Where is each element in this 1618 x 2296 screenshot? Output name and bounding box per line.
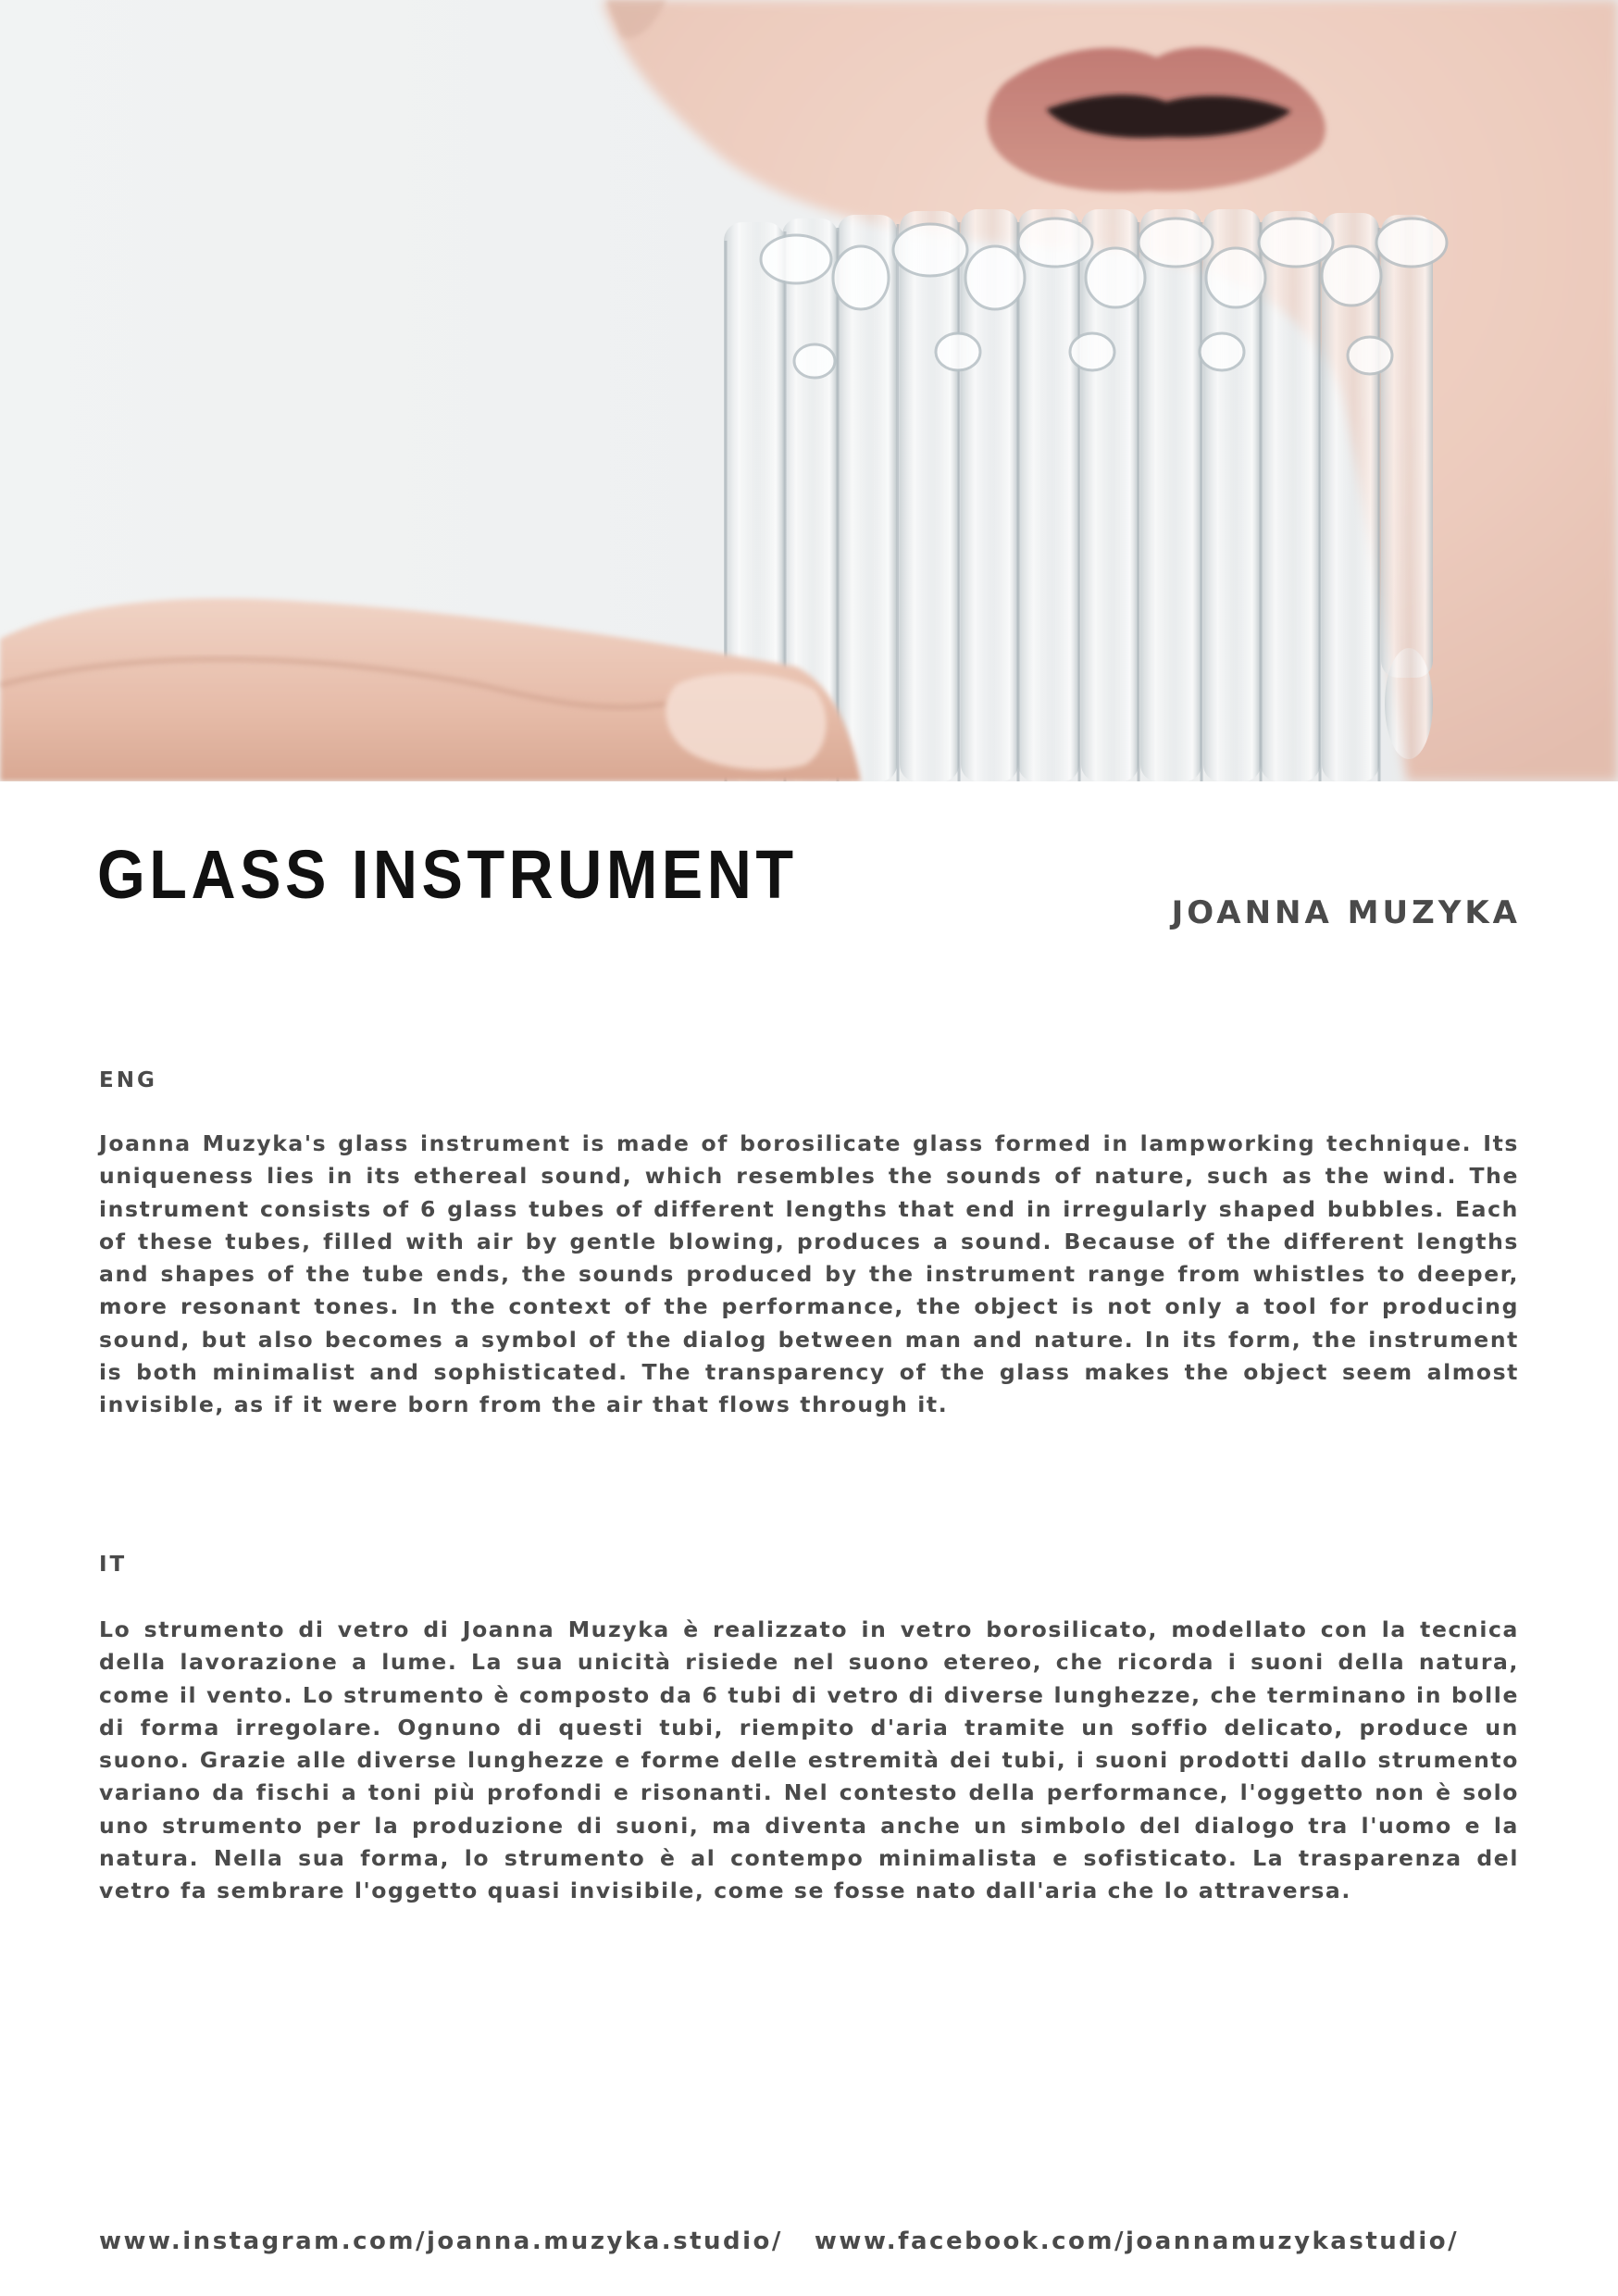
section-label-it: IT xyxy=(99,1553,128,1577)
author-name: JOANNA MUZYKA xyxy=(1171,894,1521,931)
section-label-eng: ENG xyxy=(99,1068,157,1092)
section-body-it: Lo strumento di vetro di Joanna Muzyka è realizzato in vetro borosilicato, modellato con la tecnica della lavorazione a lume. La sua unicità risiede nel suono etereo, che ricorda i suoni della natura, come il vento. Lo strumento è composto da 6 tubi di vetro di diverse lunghezze, che terminano in bolle di forma irregolare. Ognuno di questi tubi, riempito d'aria tramite un soffio delicato, produce un suono. Grazie alle diverse lunghezze e forme delle estremità dei tubi, i suoni prodotti dallo strumento variano da fischi a toni più profondi e risonanti. Nel contesto della performance, l'oggetto non è solo uno strumento per la produzione di suoni, ma diventa anche un simbolo del dialogo tra l'uomo e la natura. Nella sua forma, lo strumento è al contempo minimalista e sofisticato. La trasparenza del vetro fa sembrare l'oggetto quasi invisibile, come se fosse nato dall'aria che lo attraversa. xyxy=(99,1616,1519,1904)
instagram-link[interactable]: www.instagram.com/joanna.muzyka.studio/ xyxy=(99,2227,783,2255)
document-title: GLASS INSTRUMENT xyxy=(97,836,798,913)
facebook-link[interactable]: www.facebook.com/joannamuzykastudio/ xyxy=(814,2227,1460,2255)
footer-links xyxy=(99,2226,1459,2257)
section-body-eng: Joanna Muzyka's glass instrument is made of borosilicate glass formed in lampworking technique. Its uniqueness lies in its ethereal sound, which resembles the sounds of nature, such as the wind. The instrument consists of 6 glass tubes of different lengths that end in irregularly shaped bubbles. Each of these tubes, filled with air by gentle blowing, produces a sound. Because of the different lengths and shapes of the tube ends, the sounds produced by the instrument range from whistles to deeper, more resonant tones. In the context of the performance, the object is not only a tool for producing sound, but also becomes a symbol of the dialog between man and nature. In its form, the instrument is both minimalist and sophisticated. The transparency of the glass makes the object seem almost invisible, as if it were born from the air that flows through it. xyxy=(99,1130,1519,1418)
hero-photo xyxy=(0,0,1618,781)
